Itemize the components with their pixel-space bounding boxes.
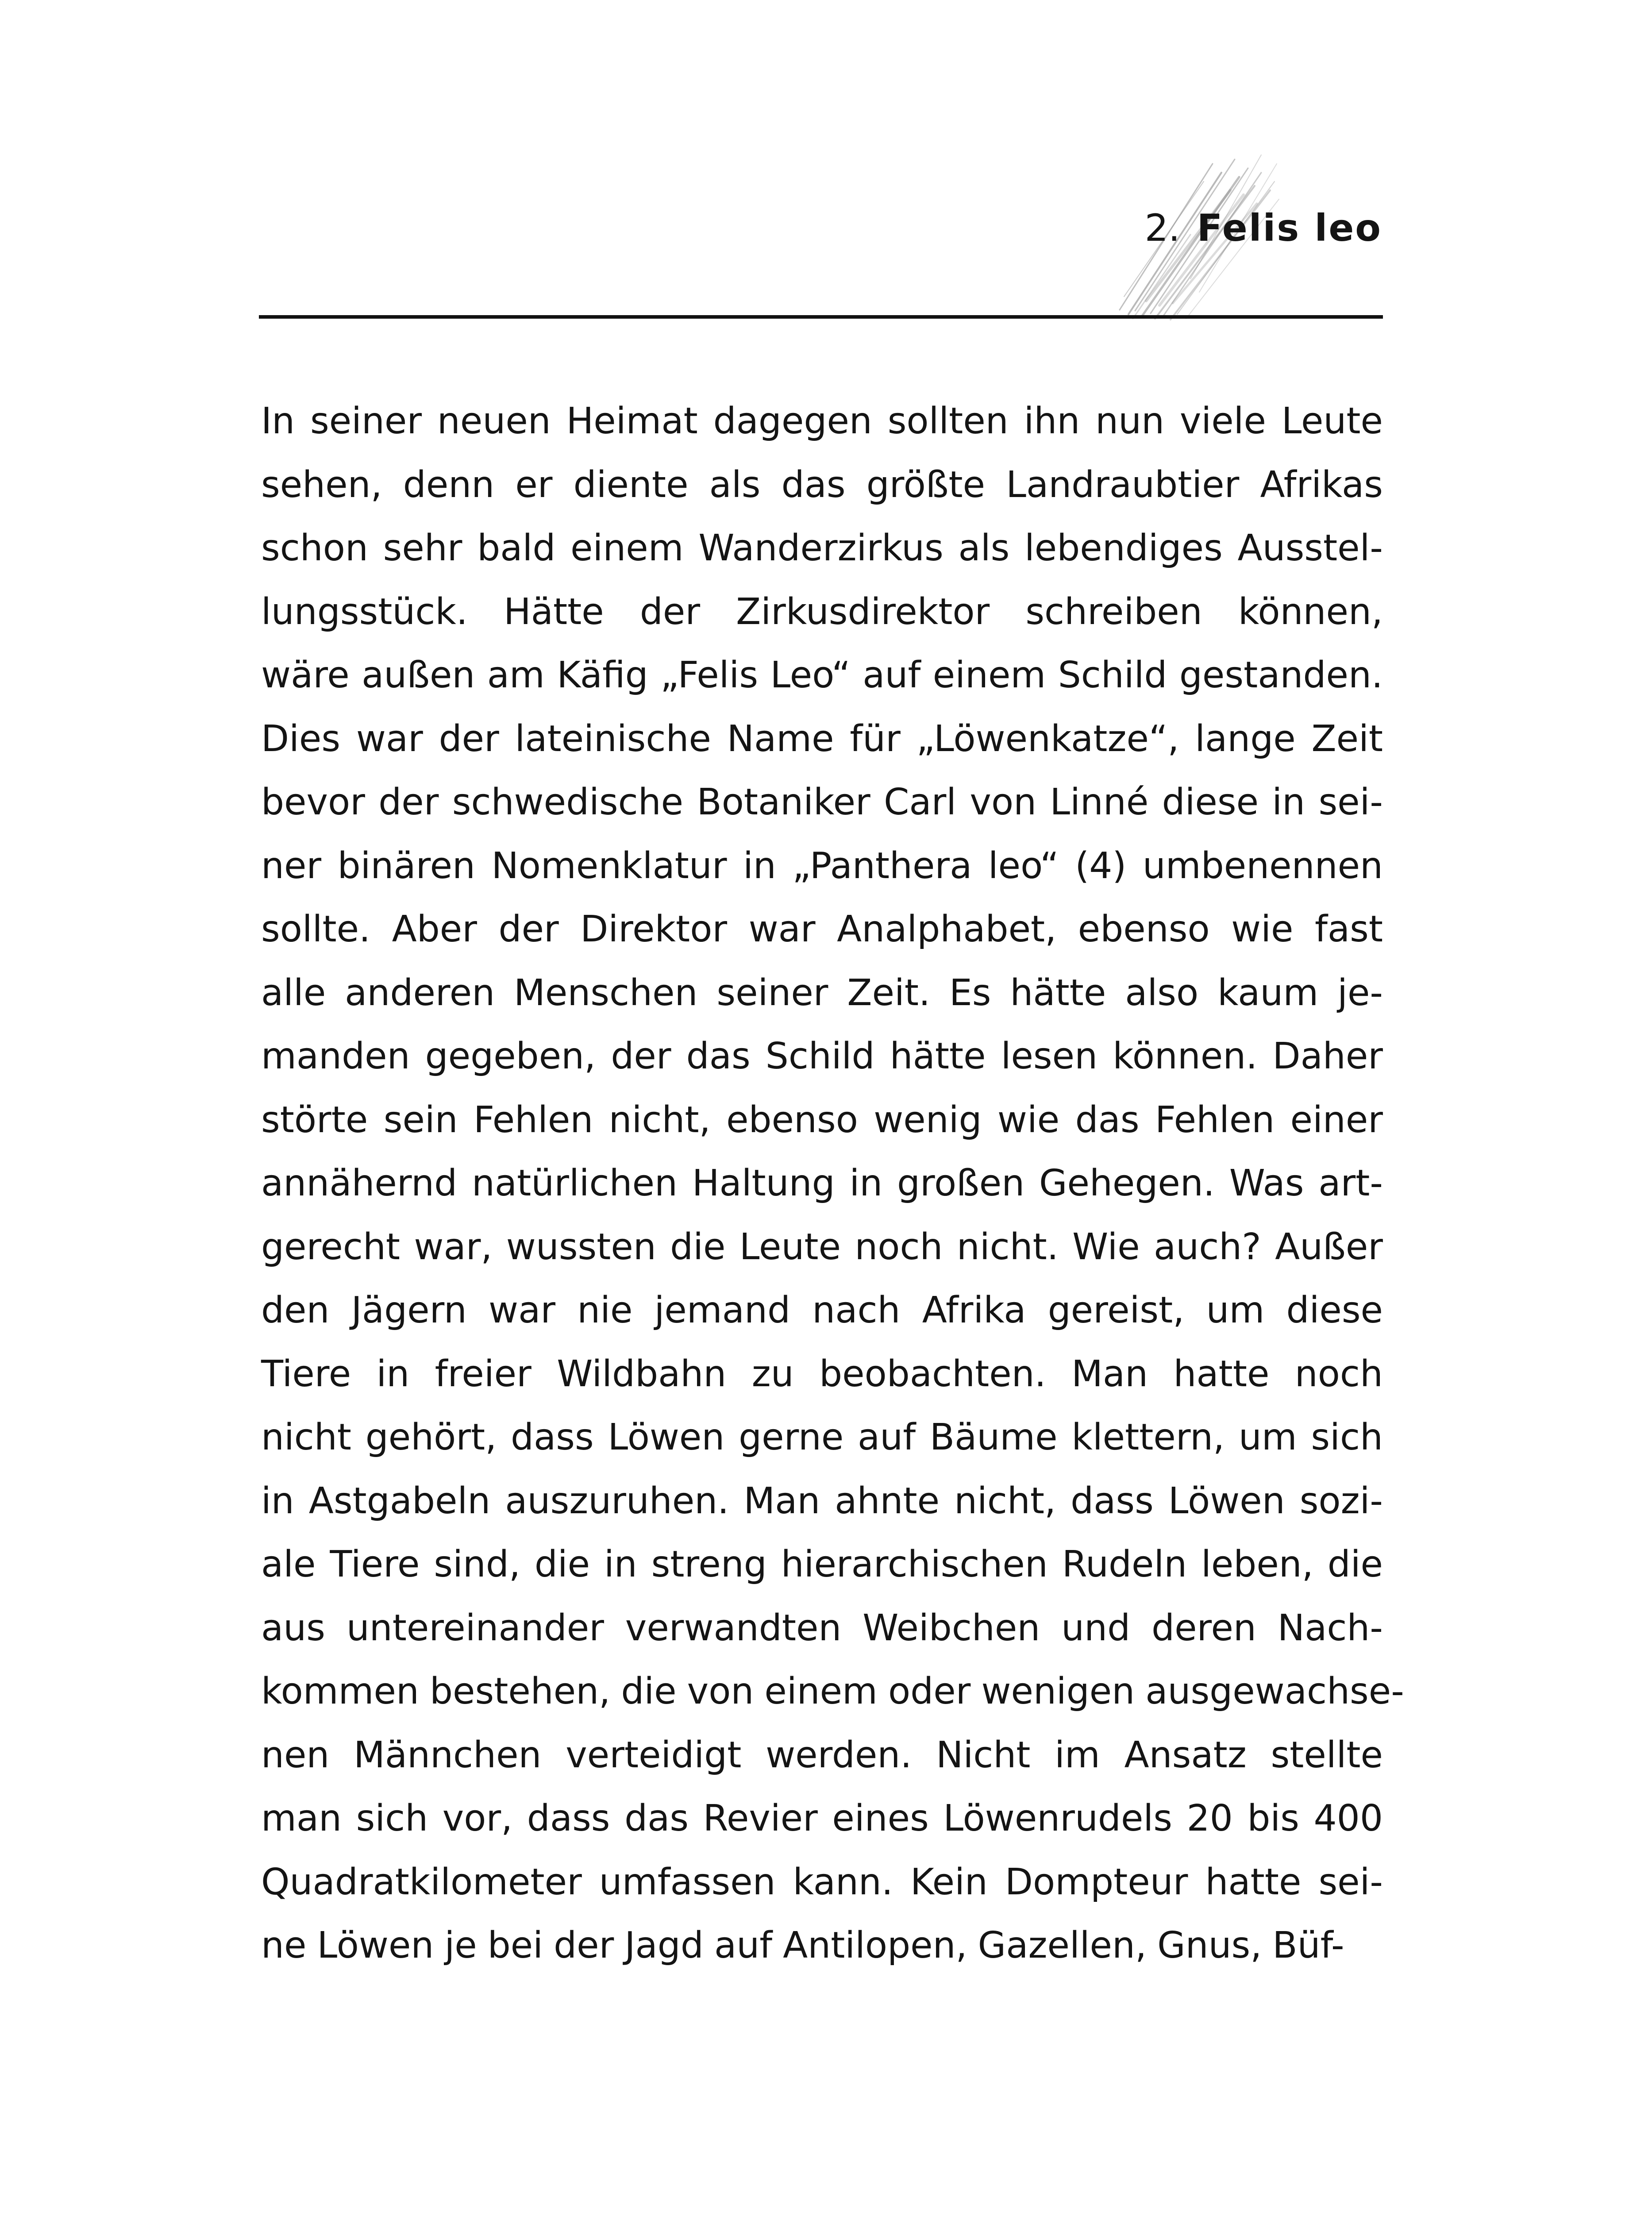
text-line: annähernd natürlichen Haltung in großen Gehegen. Was art- bbox=[261, 1162, 1383, 1204]
text-line: ale Tiere sind, die in streng hierarchischen Rudeln leben, die bbox=[261, 1543, 1383, 1585]
chapter-number: 2. bbox=[1144, 206, 1180, 250]
text-line: man sich vor, dass das Revier eines Löwenrudels 20 bis 400 bbox=[261, 1797, 1383, 1839]
text-line: sollte. Aber der Direktor war Analphabet, ebenso wie fast bbox=[261, 908, 1383, 950]
text-line: gerecht war, wussten die Leute noch nicht. Wie auch? Außer bbox=[261, 1226, 1383, 1268]
chapter-title: Felis leo bbox=[1197, 206, 1382, 250]
chapter-heading bbox=[1145, 204, 1382, 252]
text-line: ner binären Nomenklatur in „Panthera leo“ (4) umbenennen bbox=[261, 844, 1383, 887]
text-line: Dies war der lateinische Name für „Löwenkatze“, lange Zeit bbox=[261, 717, 1383, 760]
text-line: wäre außen am Käfig „Felis Leo“ auf einem Schild gestanden. bbox=[261, 654, 1383, 696]
text-line: ne Löwen je bei der Jagd auf Antilopen, Gazellen, Gnus, Büf- bbox=[261, 1924, 1344, 1966]
text-line: lungsstück. Hätte der Zirkusdirektor schreiben können, bbox=[261, 590, 1383, 633]
text-line: Tiere in freier Wildbahn zu beobachten. Man hatte noch bbox=[261, 1353, 1383, 1395]
text-line: aus untereinander verwandten Weibchen und deren Nach- bbox=[261, 1607, 1383, 1649]
text-line: störte sein Fehlen nicht, ebenso wenig wie das Fehlen einer bbox=[261, 1099, 1383, 1141]
body-text bbox=[261, 389, 1404, 1978]
text-line: schon sehr bald einem Wanderzirkus als lebendiges Ausstel- bbox=[261, 527, 1383, 569]
text-line: kommen bestehen, die von einem oder wenigen ausgewachse- bbox=[261, 1670, 1404, 1712]
text-line: den Jägern war nie jemand nach Afrika gereist, um diese bbox=[261, 1289, 1383, 1331]
text-line: manden gegeben, der das Schild hätte lesen können. Daher bbox=[261, 1035, 1383, 1077]
text-line: alle anderen Menschen seiner Zeit. Es hätte also kaum je- bbox=[261, 972, 1383, 1014]
text-line: nicht gehört, dass Löwen gerne auf Bäume klettern, um sich bbox=[261, 1416, 1383, 1458]
text-line: sehen, denn er diente als das größte Landraubtier Afrikas bbox=[261, 463, 1383, 506]
text-line: nen Männchen verteidigt werden. Nicht im Ansatz stellte bbox=[261, 1734, 1383, 1776]
text-line: In seiner neuen Heimat dagegen sollten ihn nun viele Leute bbox=[261, 400, 1383, 442]
text-line: bevor der schwedische Botaniker Carl von Linné diese in sei- bbox=[261, 781, 1383, 823]
text-line: Quadratkilometer umfassen kann. Kein Dompteur hatte sei- bbox=[261, 1861, 1383, 1903]
text-line: in Astgabeln auszuruhen. Man ahnte nicht, dass Löwen sozi- bbox=[261, 1480, 1383, 1522]
heading-rule bbox=[259, 315, 1383, 319]
